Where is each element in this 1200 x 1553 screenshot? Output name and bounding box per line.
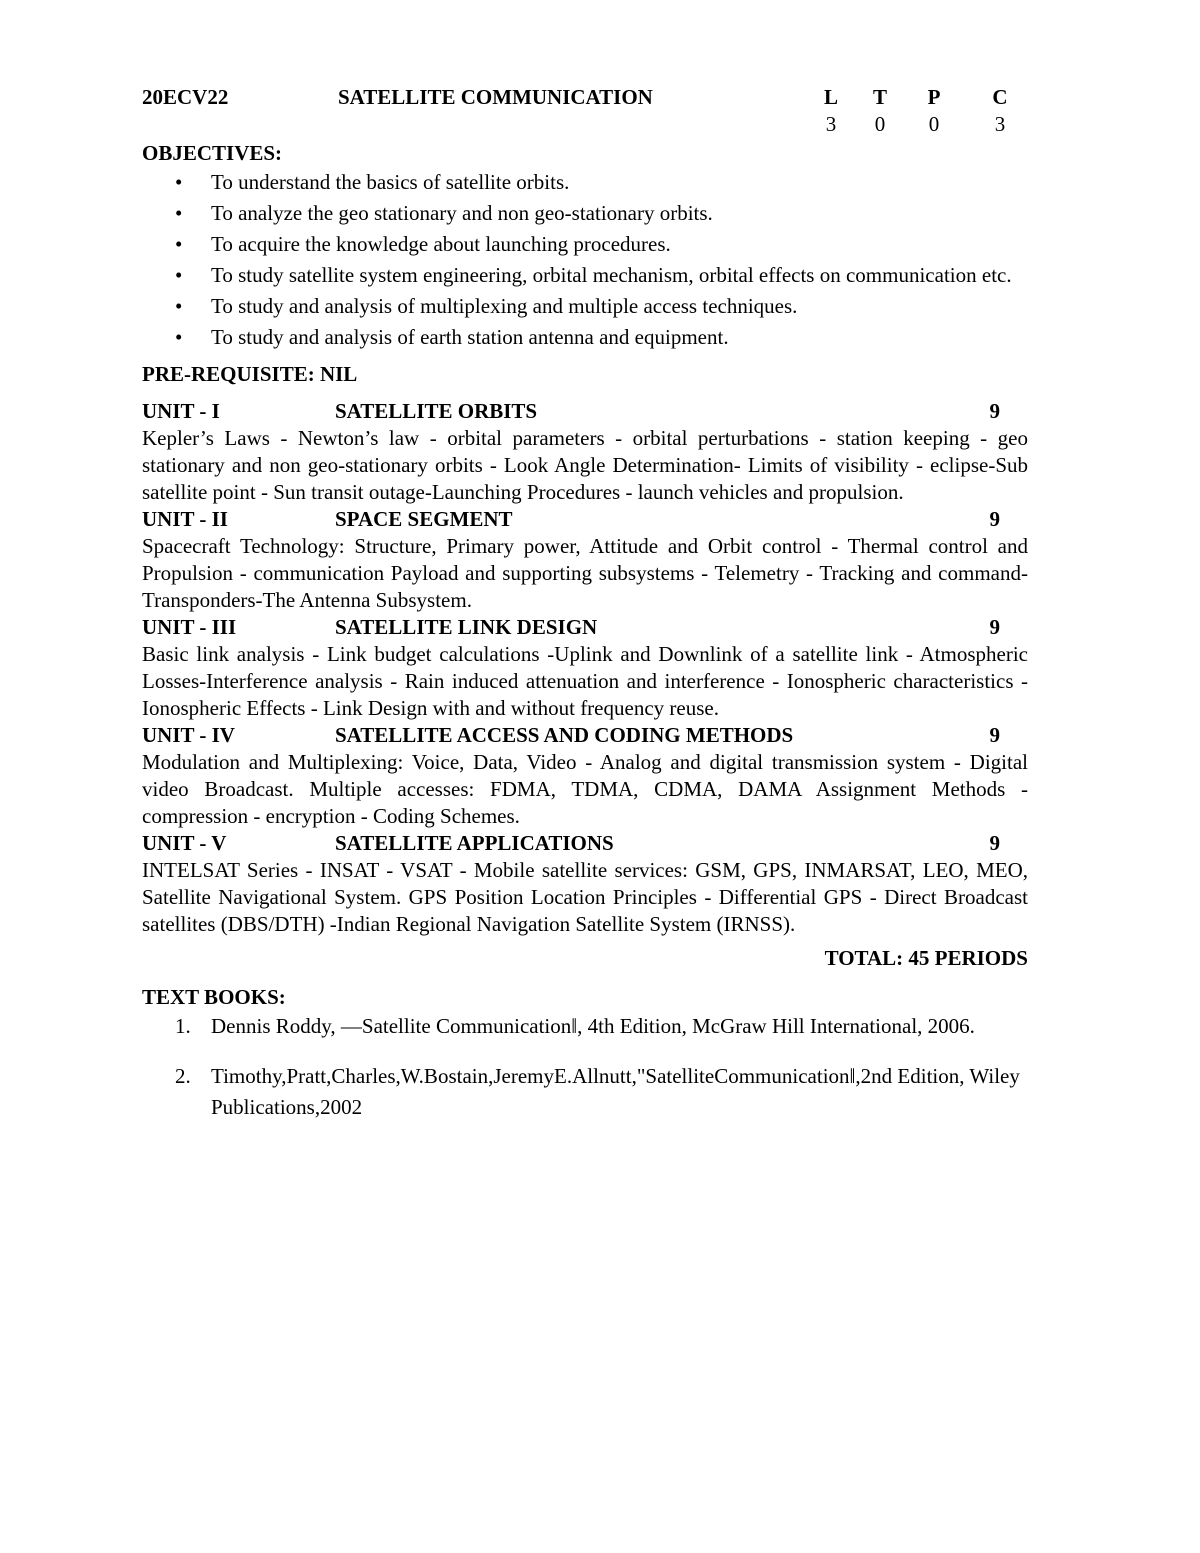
ltpc-label-c: C	[992, 85, 1008, 109]
book-item	[142, 1011, 1028, 1042]
unit-header	[142, 830, 1028, 857]
unit-body: Basic link analysis - Link budget calculations -Uplink and Downlink of a satellite link - Atmospheric Losses-Interference analysis - Rain induced attenuation and interference - Ionospheric characteristics -Ionospheric Effects - Link Design with and without frequency reuse.	[142, 642, 1028, 720]
unit-hours: 9	[989, 723, 1000, 747]
unit-hours: 9	[989, 399, 1000, 423]
ltpc-value-t: 0	[874, 112, 886, 136]
text-books-heading: TEXT BOOKS:	[142, 985, 286, 1009]
objectives-list	[142, 167, 1028, 353]
ltpc-label-p: P	[927, 85, 941, 109]
bullet-icon: •	[175, 170, 183, 194]
book-item	[142, 1061, 1028, 1123]
text-books-list	[142, 1011, 1028, 1123]
objective-item	[142, 260, 1028, 291]
bullet-icon: •	[175, 263, 183, 287]
objective-text: To understand the basics of satellite orbits.	[211, 170, 570, 194]
unit-header	[142, 722, 1028, 749]
prerequisite: PRE-REQUISITE: NIL	[142, 362, 358, 386]
course-header	[142, 84, 1028, 111]
unit-body: INTELSAT Series - INSAT - VSAT - Mobile satellite services: GSM, GPS, INMARSAT, LEO, MEO, Satellite Navigational System. GPS Position Location Principles - Differential GPS - Direct Broadcast satellites (DBS/DTH) -Indian Regional Navigation Satellite System (IRNSS).	[142, 858, 1028, 936]
ltpc-value-c: 3	[994, 112, 1006, 136]
unit-title: SPACE SEGMENT	[335, 507, 513, 531]
objective-item	[142, 322, 1028, 353]
unit-block	[142, 830, 1028, 938]
book-number: 2.	[175, 1064, 191, 1088]
objective-text: To study satellite system engineering, orbital mechanism, orbital effects on communication etc.	[211, 263, 1012, 287]
objective-text: To study and analysis of multiplexing and multiple access techniques.	[211, 294, 798, 318]
objective-item	[142, 291, 1028, 322]
unit-block	[142, 614, 1028, 722]
unit-header	[142, 614, 1028, 641]
total-periods: TOTAL: 45 PERIODS	[824, 946, 1028, 970]
course-code: 20ECV22	[142, 85, 229, 109]
book-text: Dennis Roddy, ―Satellite Communication‖, 4th Edition, McGraw Hill International, 2006.	[211, 1014, 975, 1038]
bullet-icon: •	[175, 201, 183, 225]
ltpc-values-row	[142, 111, 1028, 138]
book-number: 1.	[175, 1014, 191, 1038]
unit-body: Modulation and Multiplexing: Voice, Data, Video - Analog and digital transmission system - Digital video Broadcast. Multiple accesses: FDMA, TDMA, CDMA, DAMA Assignment Methods - compression - encryption - Coding Schemes.	[142, 750, 1028, 828]
objective-text: To study and analysis of earth station antenna and equipment.	[211, 325, 729, 349]
unit-body: Spacecraft Technology: Structure, Primary power, Attitude and Orbit control - Thermal control and Propulsion - communication Payload and supporting subsystems - Telemetry - Tracking and command-Transponders-The Antenna Subsystem.	[142, 534, 1028, 612]
unit-title: SATELLITE ORBITS	[335, 399, 538, 423]
unit-hours: 9	[989, 831, 1000, 855]
unit-block	[142, 506, 1028, 614]
unit-title: SATELLITE ACCESS AND CODING METHODS	[335, 723, 794, 747]
ltpc-label-l: L	[823, 85, 838, 109]
bullet-icon: •	[175, 294, 183, 318]
objective-text: To acquire the knowledge about launching procedures.	[211, 232, 671, 256]
unit-header	[142, 506, 1028, 533]
ltpc-label-t: T	[872, 85, 887, 109]
unit-hours: 9	[989, 507, 1000, 531]
unit-body: Kepler’s Laws - Newton’s law - orbital parameters - orbital perturbations - station keeping - geo stationary and non geo-stationary orbits - Look Angle Determination- Limits of visibility - eclipse-Sub satellite point - Sun transit outage-Launching Procedures - launch vehicles and propulsion.	[142, 426, 1028, 504]
unit-title: SATELLITE APPLICATIONS	[335, 831, 614, 855]
objective-item	[142, 198, 1028, 229]
page-content	[142, 84, 1028, 1123]
ltpc-value-p: 0	[928, 112, 940, 136]
unit-title: SATELLITE LINK DESIGN	[335, 615, 598, 639]
objective-item	[142, 229, 1028, 260]
ltpc-value-l: 3	[825, 112, 837, 136]
unit-block	[142, 722, 1028, 830]
bullet-icon: •	[175, 232, 183, 256]
unit-number: UNIT - V	[142, 831, 227, 855]
objectives-heading: OBJECTIVES:	[142, 141, 283, 165]
unit-number: UNIT - III	[142, 615, 237, 639]
unit-header	[142, 398, 1028, 425]
course-title: SATELLITE COMMUNICATION	[338, 85, 653, 109]
objective-item	[142, 167, 1028, 198]
bullet-icon: •	[175, 325, 183, 349]
book-text: Timothy,Pratt,Charles,W.Bostain,JeremyE.Allnutt,"SatelliteCommunication‖,2nd Edition, Wiley Publications,2002	[211, 1064, 1020, 1119]
objective-text: To analyze the geo stationary and non geo-stationary orbits.	[211, 201, 713, 225]
unit-block	[142, 398, 1028, 506]
unit-number: UNIT - IV	[142, 723, 235, 747]
units-section	[142, 398, 1028, 938]
unit-hours: 9	[989, 615, 1000, 639]
unit-number: UNIT - II	[142, 507, 228, 531]
unit-number: UNIT - I	[142, 399, 220, 423]
